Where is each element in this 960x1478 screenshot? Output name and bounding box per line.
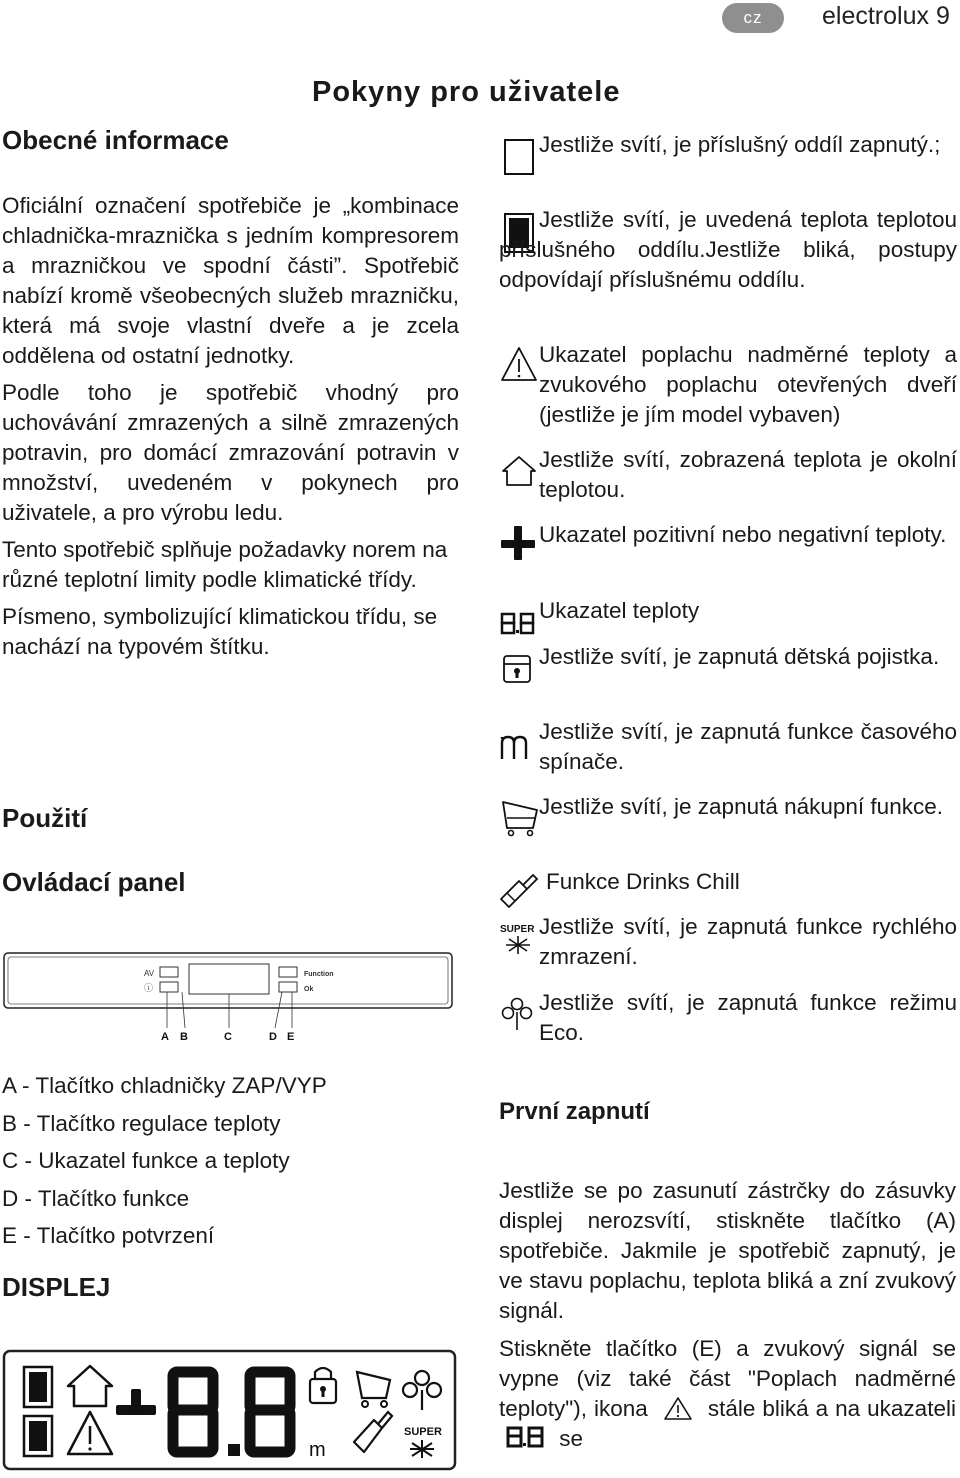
paragraph: Tento spotřebič splňuje požadavky norem na různé teplotní limity podle klimatické třídy.	[2, 537, 448, 592]
first-start-text	[499, 1176, 956, 1454]
general-info-text	[2, 191, 459, 662]
general-info-heading: Obecné informace	[2, 125, 229, 155]
super-freeze-icon	[499, 912, 539, 956]
icon-item-text: Ukazatel poplachu nadměrné teploty a zvukového poplachu otevřených dveří (jestliže je jím model vybaven)	[539, 342, 957, 427]
paragraph: Písmeno, symbolizující klimatickou třídu, se nachází na typovém štítku.	[2, 604, 438, 659]
eco-icon	[499, 988, 539, 1032]
shopping-cart-icon	[499, 792, 539, 836]
icon-item-eco	[499, 988, 959, 1053]
child-lock-icon	[499, 642, 539, 686]
alarm-text-part: Stiskněte tlačítko (E) a zvukový signál se vypne (viz také část "Poplach nadměrné teploty"), ikona	[499, 1336, 956, 1421]
icon-item-text: Jestliže svítí, je uvedená teplota teplotou příslušného oddílu.Jestliže bliká, postupy odpovídají příslušnému oddílu.	[499, 207, 957, 292]
page-title: Pokyny pro uživatele	[312, 76, 621, 108]
icon-item-text: Funkce Drinks Chill	[546, 869, 740, 894]
paragraph: Oficiální označení spotřebiče je „kombinace chladnička-mraznička s jedním kompresorem a mrazničkou ve spodní části”. Spotřebič nabízí kromě všeobecných služeb mrazničku, která má svoje vlastní dveře a je zcela oddělena od ostatní jednotky.	[2, 193, 459, 368]
letter-d: D	[269, 1031, 277, 1043]
icon-item-shopping	[499, 792, 959, 857]
letter-c: C	[224, 1031, 232, 1043]
icon-item-text: Ukazatel pozitivní nebo negativní teploty.	[539, 522, 947, 547]
icon-item-super-freeze	[499, 912, 959, 977]
house-icon	[499, 445, 539, 489]
av-label: AV	[144, 969, 155, 978]
first-start-heading: První zapnutí	[499, 1098, 650, 1125]
warning-triangle-icon	[663, 1396, 693, 1420]
icon-item-compartment-on	[499, 130, 959, 190]
legend-item: D - Tlačítko funkce	[2, 1185, 190, 1211]
plus-minus-icon	[499, 520, 539, 564]
alarm-text-part: stále bliká a na ukazateli	[707, 1396, 956, 1421]
icon-item-alarm	[499, 340, 959, 435]
letter-a: A	[161, 1031, 169, 1043]
function-label: Function	[304, 971, 334, 978]
super-label: SUPER	[404, 1426, 442, 1438]
legend-item: B - Tlačítko regulace teploty	[2, 1110, 281, 1136]
icon-item-text: Jestliže svítí, je zapnutá funkce rychlého zmrazení.	[539, 914, 957, 969]
paragraph-alarm	[499, 1334, 956, 1454]
alarm-text-part: se	[559, 1426, 584, 1451]
display-diagram	[2, 1348, 457, 1473]
icon-item-text: Jestliže svítí, je zapnutá funkce časového spínače.	[539, 719, 957, 774]
icon-item-ambient	[499, 445, 959, 510]
letter-e: E	[287, 1031, 295, 1043]
paragraph: Jestliže se po zasunutí zástrčky do zásuvky displej nerozsvítí, stiskněte tlačítko (A) spotřebiče. Jakmile je spotřebič zapnutý, je ve stavu poplachu, teplota bliká a zní zvukový signál.	[499, 1178, 956, 1323]
icon-item-text: Jestliže svítí, je zapnutá funkce režimu Eco.	[539, 990, 957, 1045]
icon-item-text: Jestliže svítí, je zapnutá dětská pojistka.	[539, 644, 940, 669]
use-heading: Použití	[2, 803, 88, 833]
display-heading: DISPLEJ	[2, 1272, 111, 1302]
ok-label: Ok	[304, 986, 314, 993]
paragraph: Podle toho je spotřebič vhodný pro uchovávání zmrazených a silně zmrazených potravin, pro domácí zmrazování potravin v množství, uvedeném v pokynech pro uživatele, a pro výrobu ledu.	[2, 380, 459, 525]
timer-m-label: m	[309, 1439, 326, 1461]
legend-item: A - Tlačítko chladničky ZAP/VYP	[2, 1073, 327, 1098]
icon-item-plus-minus	[499, 520, 959, 585]
icon-item-temp-indicator	[499, 596, 959, 641]
control-panel-heading: Ovládací panel	[2, 867, 186, 897]
panel-legend	[2, 1067, 459, 1255]
letter-b: B	[180, 1031, 188, 1043]
legend-item: E - Tlačítko potvrzení	[2, 1223, 215, 1248]
icon-item-text: Jestliže svítí, je zapnutá nákupní funkce.	[539, 794, 943, 819]
icon-item-text: Ukazatel teploty	[539, 598, 700, 623]
icon-item-text: Jestliže svítí, je příslušný oddíl zapnutý.;	[539, 132, 941, 157]
icon-item-child-lock	[499, 642, 959, 707]
digits-88-icon	[499, 596, 539, 640]
control-panel-diagram	[2, 950, 454, 1045]
legend-item: C - Ukazatel funkce a teploty	[2, 1148, 290, 1173]
brand-page-number: electrolux 9	[822, 2, 950, 30]
icon-item-text: Jestliže svítí, zobrazená teplota je okolní teplotou.	[539, 447, 957, 502]
icon-item-drinks-chill	[499, 867, 959, 912]
svg-text:SUPER: SUPER	[500, 924, 535, 935]
info-label: ⓘ	[144, 983, 154, 993]
timer-m-icon	[499, 717, 539, 761]
empty-square-icon	[499, 130, 539, 174]
icon-item-temperature	[499, 205, 959, 325]
warning-triangle-icon	[499, 340, 539, 384]
icon-item-timer	[499, 717, 959, 782]
digits-88-icon	[505, 1425, 547, 1449]
drinks-chill-icon	[499, 867, 539, 911]
language-badge: cz	[722, 3, 784, 33]
